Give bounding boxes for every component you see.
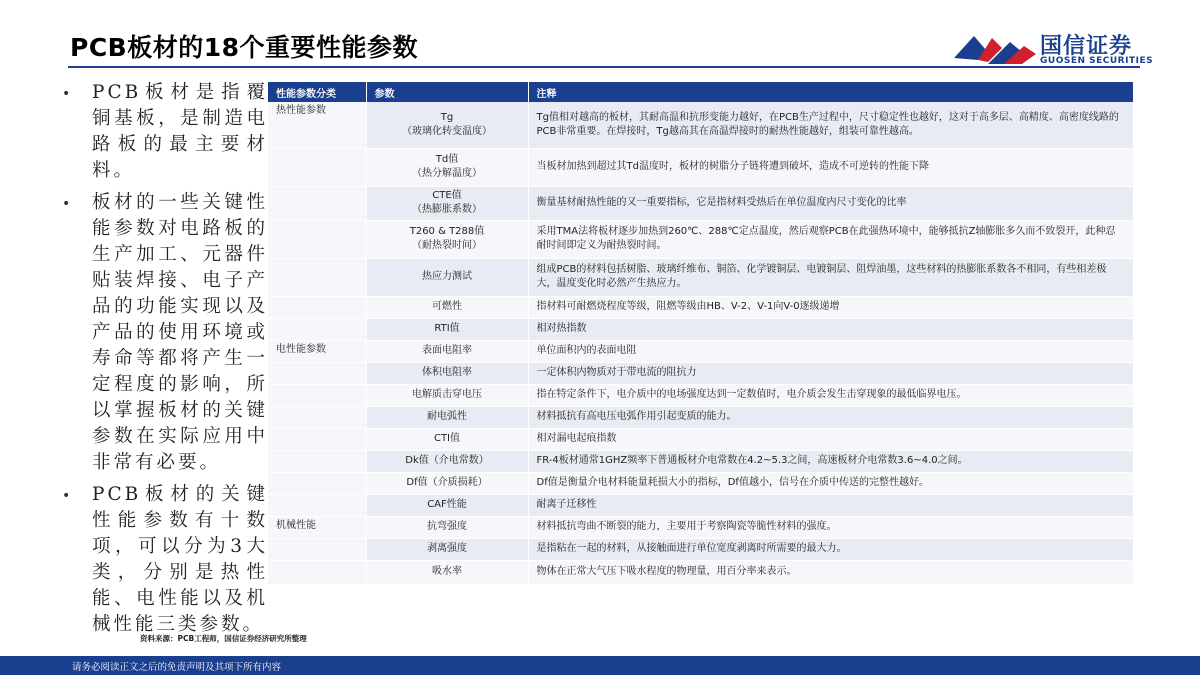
- note-cell: 材料抵抗弯曲不断裂的能力，主要用于考察陶瓷等脆性材料的强度。: [528, 516, 1134, 538]
- category-cell: [268, 494, 366, 516]
- bullet-dot-icon: •: [62, 86, 71, 102]
- category-cell: [268, 384, 366, 406]
- parameter-cell: Td值 （热分解温度）: [366, 148, 528, 186]
- parameter-cell: 耐电弧性: [366, 406, 528, 428]
- category-cell: 热性能参数: [268, 102, 366, 148]
- table-row: [268, 384, 1134, 406]
- parameter-cell: RTI值: [366, 318, 528, 340]
- note-cell: 一定体积内物质对于带电流的阻抗力: [528, 362, 1134, 384]
- header-note: 注释: [528, 82, 1134, 102]
- bullet-text: PCB板材是指覆铜基板，是制造电路板的最主要材料。: [92, 82, 268, 181]
- parameter-cell: T260 & T288值 （耐热裂时间）: [366, 220, 528, 258]
- note-cell: 相对热指数: [528, 318, 1134, 340]
- bullet-dot-icon: •: [62, 488, 71, 504]
- note-cell: 采用TMA法将板材逐步加热到260℃、288℃定点温度，然后观察PCB在此强热环境中，能够抵抗Z轴膨胀多久而不致裂开，此种忍耐时间即定义为耐热裂时间。: [528, 220, 1134, 258]
- category-cell: [268, 318, 366, 340]
- bullet-text: PCB板材的关键性能参数有十数项，可以分为3大类，分别是热性能、电性能以及机械性能三类参数。: [92, 484, 268, 635]
- parameter-cell: 抗弯强度: [366, 516, 528, 538]
- category-cell: 电性能参数: [268, 340, 366, 362]
- category-cell: [268, 538, 366, 560]
- page-title: PCB板材的18个重要性能参数: [70, 33, 419, 62]
- note-cell: Df值是衡量介电材料能量耗损大小的指标，Df值越小，信号在介质中传送的完整性越好。: [528, 472, 1134, 494]
- table-row: [268, 472, 1134, 494]
- parameter-cell: Tg （玻璃化转变温度）: [366, 102, 528, 148]
- parameter-cell: CTE值 （热膨胀系数）: [366, 186, 528, 220]
- table-header-row: [268, 82, 1134, 102]
- note-cell: 指材料可耐燃烧程度等级，阻燃等级由HB、V-2、V-1向V-0逐级递增: [528, 296, 1134, 318]
- table-row: [268, 340, 1134, 362]
- table-row: [268, 186, 1134, 220]
- table-row: [268, 494, 1134, 516]
- category-cell: 机械性能: [268, 516, 366, 538]
- footer-disclaimer: 请务必阅读正文之后的免责声明及其项下所有内容: [72, 662, 282, 673]
- bullet-item: [58, 80, 268, 184]
- table-row: [268, 318, 1134, 340]
- category-cell: [268, 186, 366, 220]
- table-row: [268, 450, 1134, 472]
- table-row: [268, 148, 1134, 186]
- category-cell: [268, 560, 366, 584]
- table-row: [268, 296, 1134, 318]
- note-cell: 物体在正常大气压下吸水程度的物理量，用百分率来表示。: [528, 560, 1134, 584]
- category-cell: [268, 472, 366, 494]
- bullet-list: [58, 80, 268, 644]
- note-cell: 衡量基材耐热性能的又一重要指标，它是指材料受热后在单位温度内尺寸变化的比率: [528, 186, 1134, 220]
- parameter-cell: Df值（介质损耗）: [366, 472, 528, 494]
- parameter-cell: 吸水率: [366, 560, 528, 584]
- parameter-cell: 表面电阻率: [366, 340, 528, 362]
- parameter-cell: 电解质击穿电压: [366, 384, 528, 406]
- logo-text: 国信证券: [1040, 34, 1133, 59]
- table-body: [268, 102, 1134, 584]
- note-cell: FR-4板材通常1GHZ频率下普通板材介电常数在4.2~5.3之间，高速板材介电常数3.6~4.0之间。: [528, 450, 1134, 472]
- note-cell: 相对漏电起痕指数: [528, 428, 1134, 450]
- note-cell: 耐离子迁移性: [528, 494, 1134, 516]
- table-row: [268, 516, 1134, 538]
- parameter-cell: 热应力测试: [366, 258, 528, 296]
- note-cell: 指在特定条件下，电介质中的电场强度达到一定数值时，电介质会发生击穿现象的最低临界电压。: [528, 384, 1134, 406]
- bullet-text: 板材的一些关键性能参数对电路板的生产加工、元器件贴装焊接、电子产品的功能实现以及产品的使用环境或寿命等都将产生一定程度的影响，所以掌握板材的关键参数在实际应用中非常有必要。: [92, 192, 268, 473]
- table-row: [268, 258, 1134, 296]
- parameter-cell: CAF性能: [366, 494, 528, 516]
- category-cell: [268, 450, 366, 472]
- footer-bar: [0, 656, 1200, 675]
- category-cell: [268, 148, 366, 186]
- note-cell: 单位面积内的表面电阻: [528, 340, 1134, 362]
- header-category: 性能参数分类: [268, 82, 366, 102]
- category-cell: [268, 428, 366, 450]
- table-row: [268, 428, 1134, 450]
- table-row: [268, 220, 1134, 258]
- bullet-dot-icon: •: [62, 196, 71, 212]
- table-row: [268, 362, 1134, 384]
- source-note: 资料来源：PCB工程师，国信证券经济研究所整理: [140, 634, 307, 643]
- parameters-table: [268, 82, 1134, 585]
- parameter-cell: 体积电阻率: [366, 362, 528, 384]
- logo-text-en: GUOSEN SECURITIES: [1040, 56, 1154, 66]
- table-row: [268, 538, 1134, 560]
- parameter-cell: CTI值: [366, 428, 528, 450]
- category-cell: [268, 362, 366, 384]
- parameter-cell: 可燃性: [366, 296, 528, 318]
- parameter-cell: 剥离强度: [366, 538, 528, 560]
- note-cell: 组成PCB的材料包括树脂、玻璃纤维布、铜箔、化学镀铜层、电镀铜层、阻焊油墨，这些材料的热膨胀系数各不相同，有些相差极大，温度变化时必然产生热应力。: [528, 258, 1134, 296]
- category-cell: [268, 258, 366, 296]
- table-row: [268, 406, 1134, 428]
- category-cell: [268, 406, 366, 428]
- table-row: [268, 560, 1134, 584]
- category-cell: [268, 296, 366, 318]
- note-cell: 材料抵抗有高电压电弧作用引起变质的能力。: [528, 406, 1134, 428]
- parameter-cell: Dk值（介电常数）: [366, 450, 528, 472]
- category-cell: [268, 220, 366, 258]
- table-row: [268, 102, 1134, 148]
- header-parameter: 参数: [366, 82, 528, 102]
- bullet-item: [58, 482, 268, 638]
- note-cell: 是指粘在一起的材料，从接触面进行单位宽度剥离时所需要的最大力。: [528, 538, 1134, 560]
- bullet-item: [58, 190, 268, 476]
- note-cell: 当板材加热到超过其Td温度时，板材的树脂分子链将遭到破坏，造成不可逆转的性能下降: [528, 148, 1134, 186]
- note-cell: Tg值相对越高的板材，其耐高温和抗形变能力越好，在PCB生产过程中，尺寸稳定性也越好，这对于高多层、高精度、高密度线路的PCB非常重要。在焊接时，Tg越高其在高温焊接时的耐热性能越好，组装可靠性越高。: [528, 102, 1134, 148]
